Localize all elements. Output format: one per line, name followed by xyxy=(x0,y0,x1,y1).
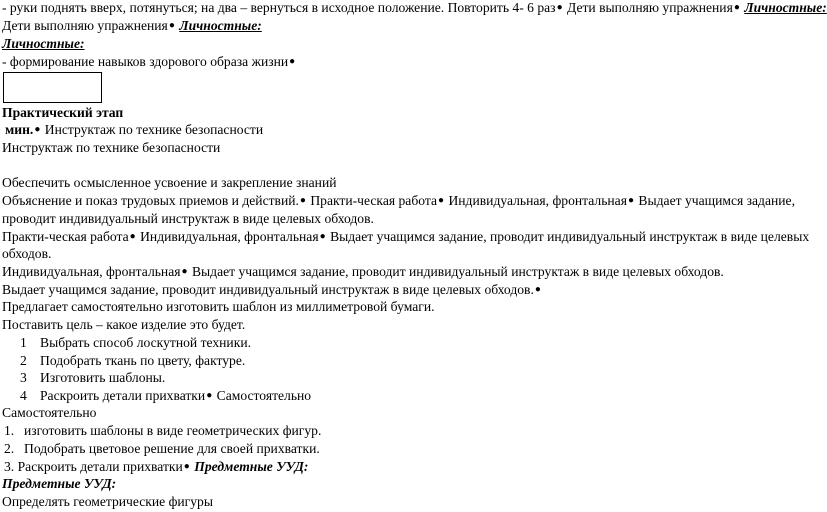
text-line-26: Определять геометрические фигуры xyxy=(2,494,213,509)
list-item xyxy=(20,335,251,351)
bullet-icon: ● xyxy=(168,20,175,31)
personal-label: Личностные: xyxy=(179,18,262,33)
text-line-21: Самостоятельно xyxy=(2,405,97,420)
list-number: 4 xyxy=(20,388,27,403)
bullet-icon: ● xyxy=(556,2,563,13)
empty-cell-box xyxy=(3,72,102,103)
text-line-3 xyxy=(2,36,85,52)
text-line-4 xyxy=(2,54,296,72)
text-line-8: Обеспечить осмысленное усвоение и закрепление знаний xyxy=(2,175,337,190)
exercise-note: Дети выполняю упражнения xyxy=(567,0,733,15)
text-line-24 xyxy=(4,459,308,477)
text-line-2 xyxy=(2,18,262,36)
task-text: Выдает учащимся задание, xyxy=(638,193,795,208)
text-line-14 xyxy=(2,282,542,300)
list-text: Изготовить шаблоны. xyxy=(40,370,166,385)
bullet-icon: ● xyxy=(534,284,541,295)
bullet-icon: ● xyxy=(733,2,740,13)
list-text: Подобрать ткань по цвету, фактуре. xyxy=(40,353,246,368)
list-number: 2. xyxy=(4,441,15,456)
bullet-icon: ● xyxy=(129,231,136,242)
work-form-text: Индивидуальная, фронтальная xyxy=(140,229,319,244)
personal-label: Личностные: xyxy=(744,0,827,15)
work-form-text: Индивидуальная, фронтальная xyxy=(448,193,627,208)
bullet-icon: ● xyxy=(438,195,445,206)
list-text: 3. Раскроить детали прихватки xyxy=(4,459,183,474)
exercise-note: Дети выполняю упражнения xyxy=(2,18,168,33)
bullet-icon: ● xyxy=(299,195,306,206)
list-item xyxy=(4,441,320,457)
bullet-icon: ● xyxy=(319,231,326,242)
text-line-11 xyxy=(2,229,809,247)
list-item xyxy=(20,353,245,369)
safety-briefing-text: Инструктаж по технике безопасности xyxy=(44,122,264,137)
bullet-icon: ● xyxy=(34,124,41,135)
bullet-icon: ● xyxy=(206,390,213,401)
work-form-text: Индивидуальная, фронтальная xyxy=(2,264,181,279)
list-text: Самостоятельно xyxy=(216,388,312,403)
text-line-16: Поставить цель – какое изделие это будет. xyxy=(2,317,246,332)
task-text: Выдает учащимся задание, проводит индивидуальный инструктаж в виде целевых обходов. xyxy=(191,264,724,279)
task-text: Выдает учащимся задание, проводит индивидуальный инструктаж в виде целевых xyxy=(330,229,810,244)
list-text: изготовить шаблоны в виде геометрических фигур. xyxy=(24,423,322,438)
list-number: 2 xyxy=(20,353,27,368)
minutes-label: мин. xyxy=(5,122,34,137)
bullet-icon: ● xyxy=(181,266,188,277)
healthy-lifestyle-text: - формирование навыков здорового образа жизни xyxy=(2,54,289,69)
text-line-12: обходов. xyxy=(2,246,52,261)
list-item xyxy=(20,388,311,406)
section-heading: Практический этап xyxy=(2,105,124,120)
text-line-6 xyxy=(5,122,263,140)
subject-heading: Предметные УУД: xyxy=(2,476,117,491)
text-line-7: Инструктаж по технике безопасности xyxy=(2,140,221,155)
task-text: Выдает учащимся задание, проводит индивидуальный инструктаж в виде целевых обходов. xyxy=(2,282,534,297)
text-line-15: Предлагает самостоятельно изготовить шаблон из миллиметровой бумаги. xyxy=(2,299,435,314)
list-item xyxy=(4,423,321,439)
list-text: Раскроить детали прихватки xyxy=(40,388,206,403)
exercise-text: - руки поднять вверх, потянуться; на два – вернуться в исходное положение. Повторить 4- 6 раз xyxy=(2,0,556,15)
subject-label: Предметные УУД: xyxy=(194,459,309,474)
personal-label: Личностные: xyxy=(2,36,85,51)
bullet-icon: ● xyxy=(627,195,635,206)
list-number: 1. xyxy=(4,423,15,438)
practical-work-text: Практи-ческая работа xyxy=(2,229,129,244)
bullet-icon: ● xyxy=(183,461,190,472)
list-text: Подобрать цветовое решение для своей прихватки. xyxy=(24,441,320,456)
list-number: 3 xyxy=(20,370,27,385)
text-line-9 xyxy=(2,193,795,211)
text-line-13 xyxy=(2,264,724,282)
practical-work-text: Практи-ческая работа xyxy=(310,193,438,208)
bullet-icon: ● xyxy=(289,56,296,67)
text-line-1 xyxy=(2,0,827,18)
text-line-10: проводит индивидуальный инструктаж в виде целевых обходов. xyxy=(2,211,374,226)
explanation-text: Объяснение и показ трудовых приемов и действий. xyxy=(2,193,299,208)
list-item xyxy=(20,370,165,386)
list-text: Выбрать способ лоскутной техники. xyxy=(40,335,251,350)
list-number: 1 xyxy=(20,335,27,350)
